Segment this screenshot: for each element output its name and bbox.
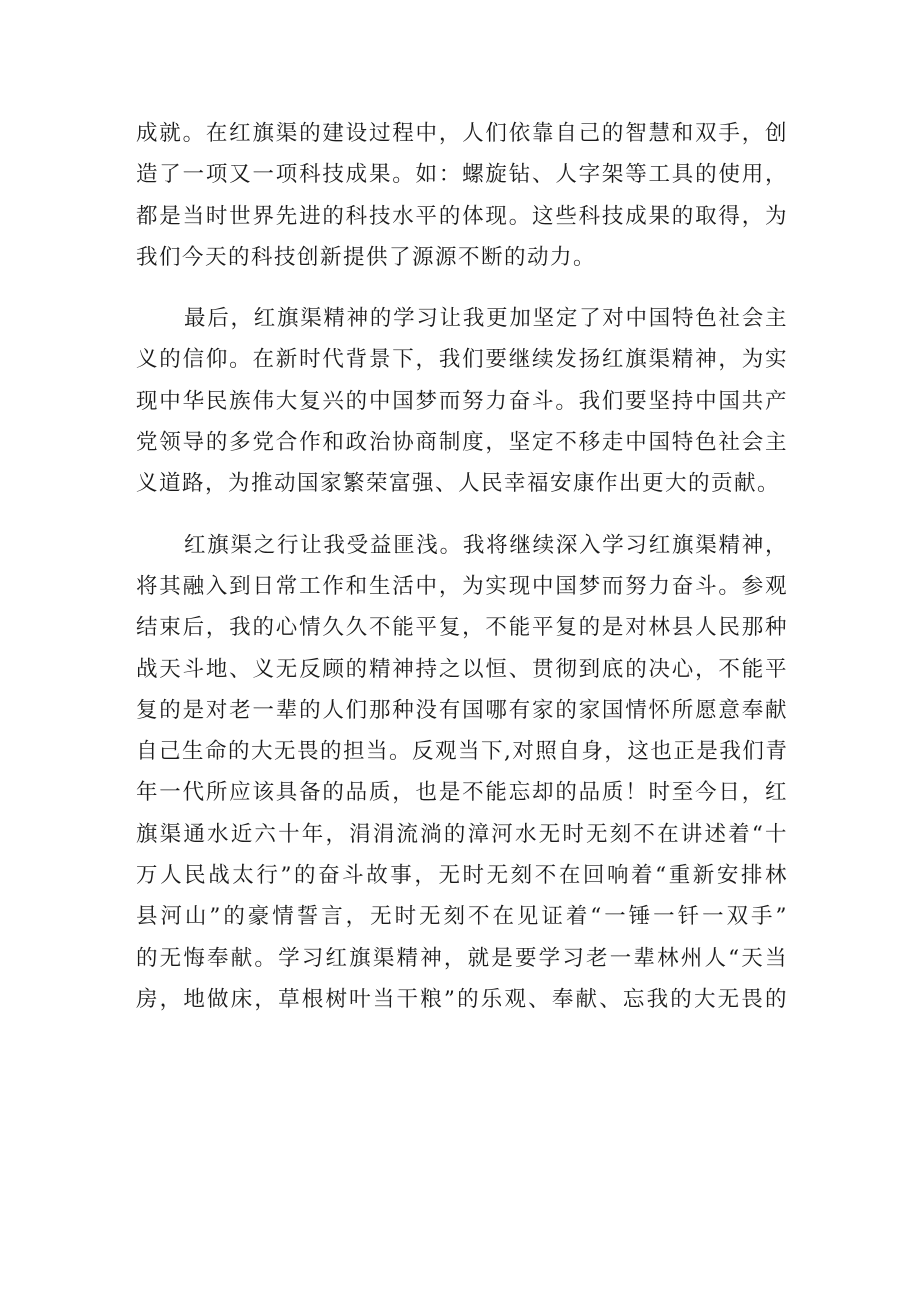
text-line: 旗渠通水近六十年，涓涓流淌的漳河水无时无刻不在讲述着“十 (136, 821, 788, 847)
text-line: 现中华民族伟大复兴的中国梦而努力奋斗。我们要坚持中国共产 (136, 388, 788, 414)
text-line: 党领导的多党合作和政治协商制度，坚定不移走中国特色社会主 (136, 430, 788, 456)
paragraph-3 (136, 525, 788, 1021)
text-line: 造了一项又一项科技成果。如：螺旋钻、人字架等工具的使用， (136, 162, 788, 188)
text-line: 战天斗地、义无反顾的精神持之以恒、贯彻到底的决心，不能平 (136, 656, 788, 682)
text-line: 万人民战太行”的奋斗故事，无时无刻不在回响着“重新安排林 (136, 863, 788, 889)
document-body (136, 113, 788, 1020)
paragraph-spacing (136, 278, 788, 298)
text-line: 红旗渠之行让我受益匪浅。我将继续深入学习红旗渠精神， (184, 532, 788, 558)
text-line: 最后，红旗渠精神的学习让我更加坚定了对中国特色社会主 (184, 306, 788, 332)
paragraph-1 (136, 113, 788, 278)
text-line: 县河山”的豪情誓言，无时无刻不在见证着“一锤一钎一双手” (136, 904, 788, 930)
text-line: 自己生命的大无畏的担当。反观当下,对照自身，这也正是我们青 (136, 739, 789, 765)
text-line: 复的是对老一辈的人们那种没有国哪有家的家国情怀所愿意奉献 (136, 697, 788, 723)
text-line: 成就。在红旗渠的建设过程中，人们依靠自己的智慧和双手，创 (136, 121, 788, 146)
paragraph-spacing (136, 505, 788, 525)
text-line: 义的信仰。在新时代背景下，我们要继续发扬红旗渠精神，为实 (136, 347, 788, 373)
text-line: 义道路，为推动国家繁荣富强、人民幸福安康作出更大的贡献。 (136, 471, 781, 497)
text-line: 都是当时世界先进的科技水平的体现。这些科技成果的取得，为 (136, 203, 788, 229)
paragraph-2 (136, 298, 788, 504)
text-line: 将其融入到日常工作和生活中，为实现中国梦而努力奋斗。参观 (136, 573, 788, 599)
text-line: 我们今天的科技创新提供了源源不断的动力。 (136, 244, 597, 270)
text-line: 房，地做床，草根树叶当干粮”的乐观、奉献、忘我的大无畏的 (136, 986, 788, 1012)
text-line: 的无悔奉献。学习红旗渠精神，就是要学习老一辈林州人“天当 (136, 945, 788, 971)
text-line: 结束后，我的心情久久不能平复，不能平复的是对林县人民那种 (136, 615, 788, 641)
text-line: 年一代所应该具备的品质，也是不能忘却的品质！时至今日，红 (136, 780, 788, 806)
